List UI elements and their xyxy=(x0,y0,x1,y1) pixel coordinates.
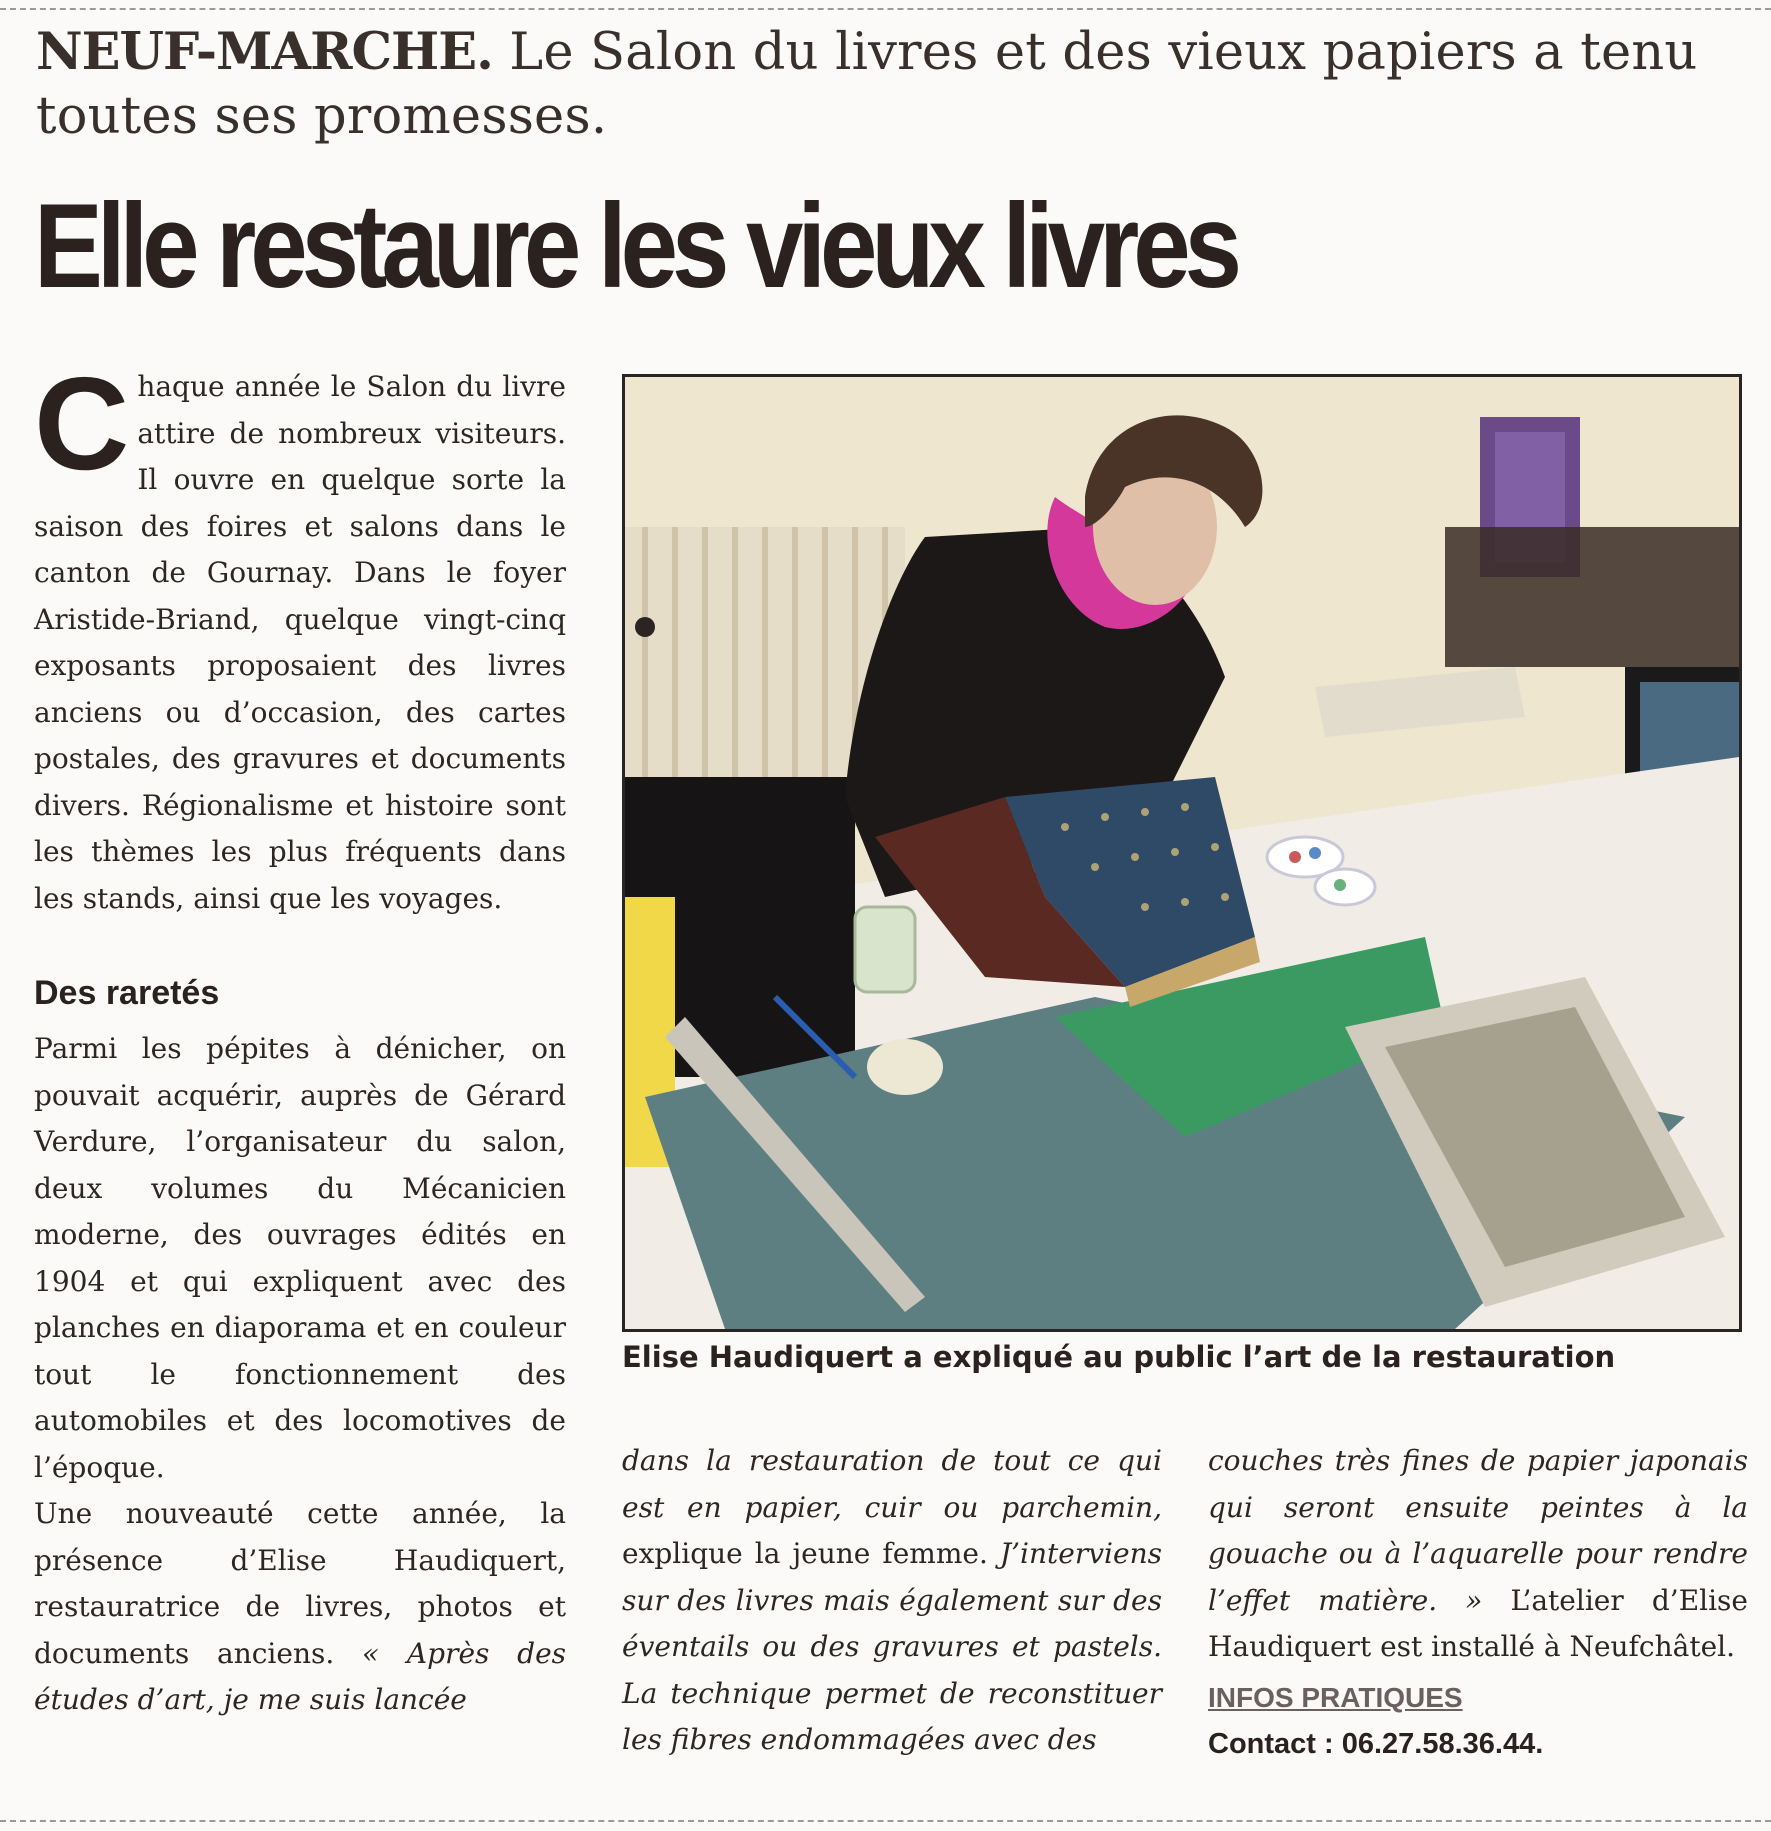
contact-phone: Contact : 06.27.58.36.44. xyxy=(1208,1727,1544,1760)
drop-cap: C xyxy=(34,350,126,497)
paragraph-3-quote: « Après des études d’art, je me suis lancée xyxy=(34,1636,567,1716)
infos-pratiques-label: INFOS PRATIQUES xyxy=(1208,1681,1463,1713)
column-2-text: explique la jeune femme. xyxy=(622,1537,1000,1570)
column-3-quote: couches très fines de papier japonais qui seront ensuite peintes à la gouache ou à l’aquarelle pour rendre l’effet matière. » xyxy=(1208,1444,1748,1617)
column-3-paragraph xyxy=(1208,1438,1748,1671)
column-3-text: L’atelier d’Elise Haudiquert est installé à Neufchâtel. xyxy=(1208,1583,1748,1663)
bottom-cut-line xyxy=(0,1820,1771,1822)
column-2-quote-b: J’interviens sur des livres mais également sur des éventails ou des gravures et pastels. La technique permet de reconstituer les fibres endommagées avec des xyxy=(622,1537,1162,1756)
paragraph-1-text: haque année le Salon du livre attire de nombreux visiteurs. Il ouvre en quelque sorte la saison des foires et salons dans le canton de Gournay. Dans le foyer Aristide-Briand, quelque vingt-cinq exposants proposaient des livres anciens ou d’occasion, des cartes postales, des gravures et documents divers. Régionalisme et histoire sont les thèmes les plus fréquents dans les stands, ainsi que les voyages. xyxy=(34,370,566,915)
lid xyxy=(867,1039,943,1095)
kicker-place: NEUF-MARCHE. xyxy=(36,22,493,82)
column-2-paragraph xyxy=(622,1438,1162,1764)
chair xyxy=(1445,527,1739,667)
paragraph-3-text: Une nouveauté cette année, la présence d’Elise Haudiquert, restauratrice de livres, photos et documents anciens. xyxy=(34,1497,566,1670)
article-headline: Elle restaure les vieux livres xyxy=(34,179,1237,313)
article-column-3 xyxy=(1208,1438,1748,1767)
kicker-text: Le Salon du livres et des vieux papiers a tenu toutes ses promesses. xyxy=(36,23,1698,146)
article-photo xyxy=(622,374,1742,1332)
article-column-2 xyxy=(622,1438,1162,1764)
photo-caption: Elise Haudiquert a expliqué au public l’art de la restauration xyxy=(622,1340,1616,1374)
article-paragraph-1 xyxy=(34,350,566,922)
article-paragraph-2: Parmi les pépites à dénicher, on pouvait acquérir, auprès de Gérard Verdure, l’organisateur du salon, deux volumes du Mécanicien moderne, des ouvrages édités en 1904 et qui expliquent avec des planches en diaporama et en couleur tout le fonctionnement des automobiles et des locomotives de l’époque. xyxy=(34,1032,566,1484)
glass-jar xyxy=(855,907,915,992)
top-cut-line xyxy=(0,8,1771,10)
article-kicker xyxy=(36,20,1736,149)
photo-illustration xyxy=(625,377,1739,1329)
article-column-1 xyxy=(34,350,567,1724)
article-subhead: Des raretés xyxy=(34,974,220,1012)
column-2-quote-a: dans la restauration de tout ce qui est en papier, cuir ou parchemin, xyxy=(622,1444,1162,1524)
article-paragraph-3 xyxy=(34,1491,566,1724)
